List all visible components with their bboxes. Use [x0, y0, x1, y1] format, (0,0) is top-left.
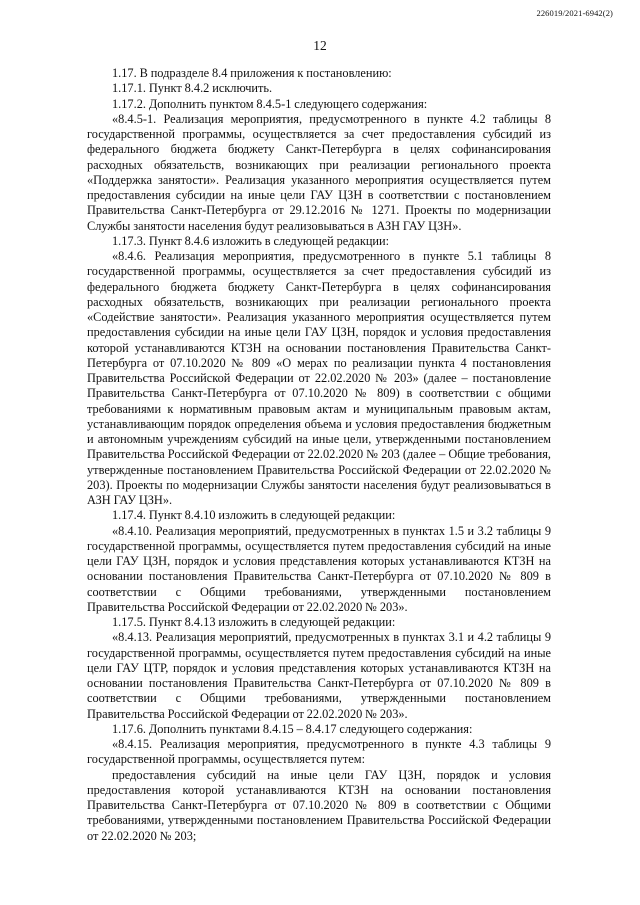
paragraph: 1.17.2. Дополнить пунктом 8.4.5-1 следующего содержания:: [112, 96, 428, 111]
document-body: [87, 66, 551, 844]
paragraph: предоставления субсидий на иные цели ГАУ ЦЗН, порядок и условия предоставления которой устанавливаются КТЗН на основании постановления Правительства Санкт-Петербурга от 07.10.2020 № 809 в соответствии с Общими требованиями, утвержденными постановлением Правительства Российской Федерации от 22.02.2020 № 203;: [87, 767, 551, 843]
page-number: 12: [313, 38, 327, 53]
paragraph: 1.17.1. Пункт 8.4.2 исключить.: [112, 81, 273, 96]
paragraph: «8.4.10. Реализация мероприятий, предусмотренных в пунктах 1.5 и 3.2 таблицы 9 государственной программы, осуществляется путем предоставления субсидий на иные цели ГАУ ЦЗН, порядок и условия представления которых устанавливаются КТЗН на основании постановления Правительства Санкт-Петербурга от 07.10.2020 № 809 в соответствии с Общими требованиями, утвержденными постановлением Правительства Российской Федерации от 22.02.2020 № 203».: [87, 523, 551, 614]
paragraph: «8.4.5-1. Реализация мероприятия, предусмотренного в пункте 4.2 таблицы 8 государственной программы, осуществляется за счет предоставления субсидий из федерального бюджета бюджету Санкт-Петербурга в целях софинансирования расходных обязательств, возникающих при реализации регионального проекта «Поддержка занятости». Реализация указанного мероприятия осуществляется путем предоставления субсидии на иные цели ГАУ ЦЗН в соответствии с постановлением Правительства Санкт-Петербурга от 29.12.2016 № 1271. Проекты по модернизации Службы занятости населения будут реализовываться в АЗН ГАУ ЦЗН».: [87, 111, 551, 233]
paragraph: «8.4.15. Реализация мероприятия, предусмотренного в пункте 4.3 таблицы 9 государственной программы, осуществляется путем:: [87, 737, 551, 767]
paragraph: 1.17. В подразделе 8.4 приложения к постановлению:: [112, 66, 392, 80]
paragraph: 1.17.3. Пункт 8.4.6 изложить в следующей редакции:: [112, 233, 390, 248]
paragraph: 1.17.6. Дополнить пунктами 8.4.15 – 8.4.17 следующего содержания:: [112, 721, 473, 736]
document-number: 226019/2021-6942(2): [536, 8, 613, 18]
paragraph: «8.4.6. Реализация мероприятия, предусмотренного в пункте 5.1 таблицы 8 государственной программы, осуществляется за счет предоставления субсидий из федерального бюджета бюджету Санкт-Петербурга в целях софинансирования расходных обязательств, возникающих при реализации регионального проекта «Содействие занятости». Реализация указанного мероприятия осуществляется путем предоставления субсидии на иные цели ГАУ ЦЗН, порядок и условия предоставления которой устанавливаются КТЗН на основании постановления Правительства Санкт-Петербурга от 07.10.2020 № 809 «О мерах по реализации пункта 4 постановления Правительства Российской Федерации от 22.02.2020 № 203» (далее – постановление Правительства Санкт-Петербурга от 07.10.2020 № 809) в соответствии с общими требованиями к нормативным правовым актам и муниципальным правовым актам, устанавливающим порядок определения объема и условия предоставления бюджетным и автономным учреждениям субсидий на иные цели, утвержденными постановлением Правительства Российской Федерации от 22.02.2020 № 203 (далее – Общие требования, утвержденные постановлением Правительства Российской Федерации от 22.02.2020 № 203). Проекты по модернизации Службы занятости населения будут реализовываться в АЗН ГАУ ЦЗН».: [87, 249, 551, 507]
paragraph: «8.4.13. Реализация мероприятий, предусмотренных в пунктах 3.1 и 4.2 таблицы 9 государственной программы, осуществляется путем предоставления субсидий на иные цели ГАУ ЦТР, порядок и условия представления которых устанавливаются КТЗН на основании постановления Правительства Санкт-Петербурга от 07.10.2020 № 809 в соответствии с Общими требованиями, утвержденными постановлением Правительства Российской Федерации от 22.02.2020 № 203».: [87, 630, 551, 721]
paragraph: 1.17.5. Пункт 8.4.13 изложить в следующей редакции:: [112, 615, 396, 629]
paragraph: 1.17.4. Пункт 8.4.10 изложить в следующей редакции:: [112, 508, 396, 523]
